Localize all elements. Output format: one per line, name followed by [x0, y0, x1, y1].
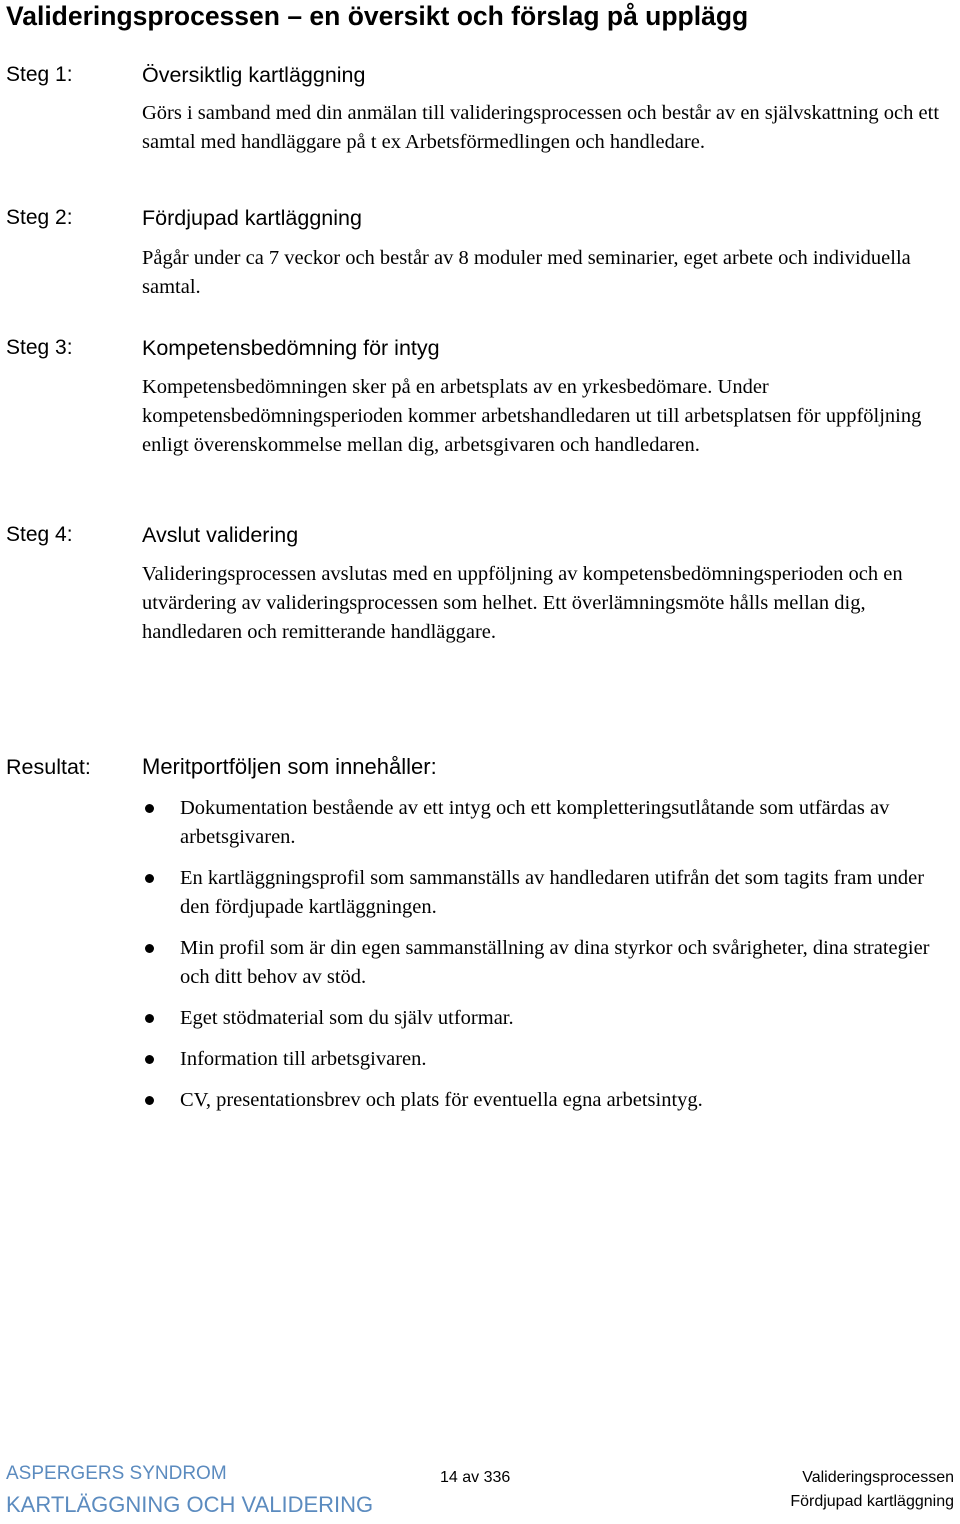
- bullet-icon: [145, 1014, 154, 1023]
- list-item-text: Dokumentation bestående av ett intyg och ett kompletteringsutlåtande som utfärdas av arbetsgivaren.: [180, 797, 890, 848]
- step-2-label: Steg 2:: [6, 206, 73, 229]
- list-item: [142, 1045, 957, 1074]
- step-4-heading: Avslut validering: [142, 523, 299, 547]
- results-label: Resultat:: [6, 755, 91, 779]
- step-1-label: Steg 1:: [6, 63, 73, 86]
- list-item: [142, 864, 957, 922]
- list-item: [142, 1004, 957, 1033]
- page-title: Valideringsprocessen – en översikt och förslag på upplägg: [6, 1, 749, 31]
- list-item-text: En kartläggningsprofil som sammanställs av handledaren utifrån det som tagits fram under den fördjupade kartläggningen.: [180, 867, 925, 918]
- footer-book-title: ASPERGERS SYNDROM: [6, 1463, 227, 1484]
- list-item: [142, 794, 957, 852]
- list-item-text: Eget stödmaterial som du själv utformar.: [180, 1007, 514, 1029]
- footer-section: Fördjupad kartläggning: [790, 1493, 954, 1510]
- step-1-heading: Översiktlig kartläggning: [142, 63, 366, 87]
- list-item: [142, 934, 957, 992]
- list-item: [142, 1086, 957, 1115]
- list-item-text: Information till arbetsgivaren.: [180, 1048, 427, 1070]
- step-1-body: Görs i samband med din anmälan till valideringsprocessen och består av en självskattning och ett samtal med handläggare på t ex Arbetsförmedlingen och handledare.: [142, 102, 940, 153]
- step-3-label: Steg 3:: [6, 336, 73, 359]
- step-2-body: Pågår under ca 7 veckor och består av 8 moduler med seminarier, eget arbete och individuella samtal.: [142, 247, 911, 298]
- list-item-text: CV, presentationsbrev och plats för eventuella egna arbetsintyg.: [180, 1089, 703, 1111]
- footer-book-subtitle: KARTLÄGGNING OCH VALIDERING: [6, 1492, 374, 1517]
- bullet-icon: [145, 944, 154, 953]
- step-3-heading: Kompetensbedömning för intyg: [142, 336, 440, 360]
- step-4-label: Steg 4:: [6, 523, 73, 546]
- results-heading: Meritportföljen som innehåller:: [142, 754, 437, 779]
- list-item-text: Min profil som är din egen sammanställning av dina styrkor och svårigheter, dina strategier och ditt behov av stöd.: [180, 937, 930, 988]
- page-number: 14 av 336: [440, 1469, 511, 1486]
- step-2-heading: Fördjupad kartläggning: [142, 206, 362, 230]
- bullet-icon: [145, 804, 154, 813]
- bullet-icon: [145, 1055, 154, 1064]
- bullet-icon: [145, 874, 154, 883]
- bullet-icon: [145, 1096, 154, 1105]
- footer-chapter: Valideringsprocessen: [802, 1469, 954, 1486]
- results-list: [142, 794, 957, 1127]
- step-3-body: Kompetensbedömningen sker på en arbetsplats av en yrkesbedömare. Under kompetensbedömningsperioden kommer arbetshandledaren ut till arbetsplatsen för uppföljning enligt överenskommelse mellan dig, arbetsgivaren och handledaren.: [142, 376, 922, 456]
- step-4-body: Valideringsprocessen avslutas med en uppföljning av kompetensbedömningsperioden och en utvärdering av valideringsprocessen som helhet. Ett överlämningsmöte hålls mellan dig, handledaren och remitterande handläggare.: [142, 563, 903, 643]
